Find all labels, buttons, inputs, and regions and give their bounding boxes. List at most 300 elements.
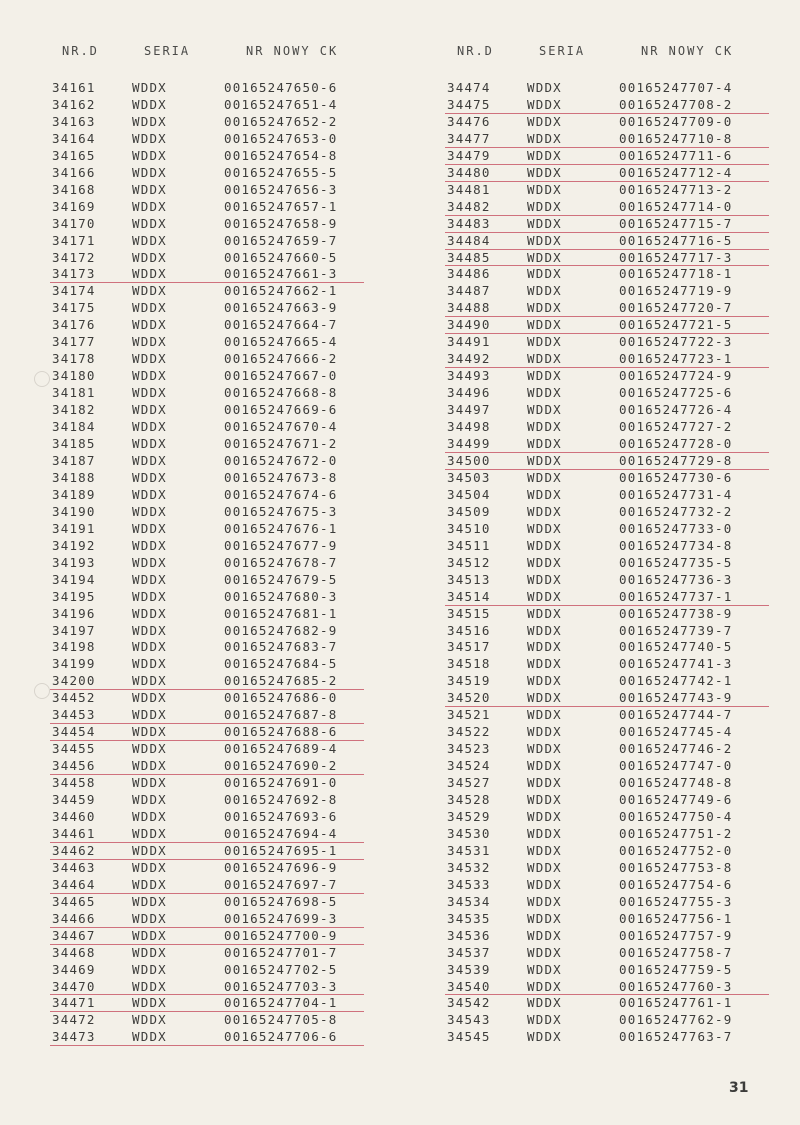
table-row [447,216,777,233]
row-seria: WDDX [132,215,167,231]
row-seria: WDDX [132,758,167,774]
row-nr-nowy: 00165247657-1 [224,198,338,214]
row-seria: WDDX [527,164,562,180]
row-number: 34523 [447,741,491,757]
table-row [447,809,777,826]
row-nr-nowy: 00165247658-9 [224,215,338,231]
row-number: 34540 [447,978,491,994]
row-seria: WDDX [527,808,562,824]
row-nr-nowy: 00165247749-6 [619,792,733,808]
row-number: 34498 [447,419,491,435]
row-seria: WDDX [527,283,562,299]
row-nr-nowy: 00165247667-0 [224,368,338,384]
row-seria: WDDX [527,995,562,1011]
row-seria: WDDX [527,622,562,638]
row-nr-nowy: 00165247652-2 [224,113,338,129]
row-nr-nowy: 00165247681-1 [224,605,338,621]
table-row [447,928,777,945]
row-number: 34497 [447,402,491,418]
row-number: 34521 [447,707,491,723]
table-row [447,317,777,334]
row-number: 34482 [447,198,491,214]
table-row [52,402,372,419]
table-row [447,606,777,623]
table-row [447,453,777,470]
row-number: 34468 [52,944,96,960]
table-row [52,877,372,894]
row-seria: WDDX [527,741,562,757]
table-row [447,555,777,572]
row-number: 34479 [447,147,491,163]
row-number: 34181 [52,385,96,401]
row-number: 34467 [52,927,96,943]
row-seria: WDDX [527,147,562,163]
row-number: 34188 [52,469,96,485]
row-nr-nowy: 00165247655-5 [224,164,338,180]
table-row [447,470,777,487]
table-row [52,572,372,589]
header-nr-nowy: NR NOWY CK [641,44,734,58]
row-number: 34192 [52,537,96,553]
table-row [52,300,372,317]
row-seria: WDDX [132,436,167,452]
table-row [52,114,372,131]
table-row [447,623,777,640]
row-seria: WDDX [527,639,562,655]
table-row [52,351,372,368]
table-row [447,250,777,267]
row-seria: WDDX [527,944,562,960]
row-number: 34530 [447,825,491,841]
row-seria: WDDX [527,825,562,841]
row-seria: WDDX [132,724,167,740]
row-seria: WDDX [527,656,562,672]
table-row [447,572,777,589]
table-row [52,385,372,402]
table-row [52,555,372,572]
row-seria: WDDX [527,1029,562,1045]
row-number: 34512 [447,554,491,570]
table-row [52,707,372,724]
row-number: 34539 [447,961,491,977]
row-nr-nowy: 00165247717-3 [619,249,733,265]
row-seria: WDDX [527,588,562,604]
row-seria: WDDX [132,181,167,197]
table-row [52,911,372,928]
row-nr-nowy: 00165247669-6 [224,402,338,418]
row-seria: WDDX [132,351,167,367]
row-number: 34197 [52,622,96,638]
row-number: 34486 [447,266,491,282]
row-nr-nowy: 00165247720-7 [619,300,733,316]
table-row [52,233,372,250]
row-number: 34476 [447,113,491,129]
row-nr-nowy: 00165247748-8 [619,775,733,791]
row-nr-nowy: 00165247756-1 [619,910,733,926]
row-seria: WDDX [132,198,167,214]
row-seria: WDDX [527,317,562,333]
row-seria: WDDX [132,656,167,672]
row-nr-nowy: 00165247651-4 [224,96,338,112]
row-number: 34194 [52,571,96,587]
table-row [52,724,372,741]
row-number: 34514 [447,588,491,604]
row-seria: WDDX [132,622,167,638]
row-nr-nowy: 00165247759-5 [619,961,733,977]
row-seria: WDDX [527,436,562,452]
table-row [52,894,372,911]
row-seria: WDDX [132,995,167,1011]
row-seria: WDDX [527,181,562,197]
table-row [447,182,777,199]
row-number: 34163 [52,113,96,129]
row-number: 34180 [52,368,96,384]
row-nr-nowy: 00165247673-8 [224,469,338,485]
row-nr-nowy: 00165247698-5 [224,893,338,909]
row-number: 34465 [52,893,96,909]
table-row [447,266,777,283]
table-row [447,80,777,97]
row-number: 34491 [447,334,491,350]
table-row [447,199,777,216]
row-number: 34511 [447,537,491,553]
punch-hole-mark-bottom [34,683,50,699]
row-nr-nowy: 00165247744-7 [619,707,733,723]
row-seria: WDDX [132,554,167,570]
row-nr-nowy: 00165247751-2 [619,825,733,841]
row-nr-nowy: 00165247755-3 [619,893,733,909]
row-seria: WDDX [527,469,562,485]
row-number: 34473 [52,1029,96,1045]
row-nr-nowy: 00165247679-5 [224,571,338,587]
row-nr-nowy: 00165247718-1 [619,266,733,282]
row-seria: WDDX [132,673,167,689]
table-row [447,1029,777,1046]
row-seria: WDDX [527,520,562,536]
table-row [447,165,777,182]
row-seria: WDDX [132,927,167,943]
row-number: 34456 [52,758,96,774]
table-row [447,402,777,419]
table-row [447,758,777,775]
row-nr-nowy: 00165247701-7 [224,944,338,960]
row-nr-nowy: 00165247713-2 [619,181,733,197]
row-seria: WDDX [527,486,562,502]
row-seria: WDDX [132,944,167,960]
row-seria: WDDX [132,825,167,841]
row-seria: WDDX [132,113,167,129]
row-nr-nowy: 00165247694-4 [224,825,338,841]
row-nr-nowy: 00165247714-0 [619,198,733,214]
table-row [52,182,372,199]
row-nr-nowy: 00165247693-6 [224,808,338,824]
table-row [447,589,777,606]
row-nr-nowy: 00165247665-4 [224,334,338,350]
row-nr-nowy: 00165247704-1 [224,995,338,1011]
row-nr-nowy: 00165247661-3 [224,266,338,282]
row-nr-nowy: 00165247762-9 [619,1012,733,1028]
table-row [52,521,372,538]
table-row [447,826,777,843]
row-nr-nowy: 00165247686-0 [224,690,338,706]
header-seria: SERIA [539,44,586,58]
row-nr-nowy: 00165247732-2 [619,503,733,519]
table-row [52,843,372,860]
row-seria: WDDX [132,520,167,536]
row-nr-nowy: 00165247734-8 [619,537,733,553]
table-row [52,148,372,165]
row-nr-nowy: 00165247677-9 [224,537,338,553]
row-number: 34545 [447,1029,491,1045]
table-row [447,300,777,317]
table-row [447,148,777,165]
row-number: 34469 [52,961,96,977]
table-row [52,758,372,775]
row-seria: WDDX [527,266,562,282]
row-number: 34462 [52,842,96,858]
row-number: 34184 [52,419,96,435]
row-number: 34169 [52,198,96,214]
table-row [52,928,372,945]
row-nr-nowy: 00165247763-7 [619,1029,733,1045]
left-table-body [52,80,372,1046]
row-seria: WDDX [132,249,167,265]
row-seria: WDDX [527,300,562,316]
row-nr-nowy: 00165247674-6 [224,486,338,502]
row-number: 34518 [447,656,491,672]
row-nr-nowy: 00165247725-6 [619,385,733,401]
table-row [52,673,372,690]
row-seria: WDDX [527,232,562,248]
row-number: 34509 [447,503,491,519]
table-row [52,368,372,385]
row-number: 34492 [447,351,491,367]
table-row [52,690,372,707]
table-row [52,250,372,267]
row-seria: WDDX [527,198,562,214]
row-number: 34464 [52,876,96,892]
row-nr-nowy: 00165247746-2 [619,741,733,757]
row-nr-nowy: 00165247684-5 [224,656,338,672]
table-row [52,487,372,504]
table-row [52,639,372,656]
row-nr-nowy: 00165247712-4 [619,164,733,180]
row-nr-nowy: 00165247747-0 [619,758,733,774]
row-number: 34517 [447,639,491,655]
row-number: 34187 [52,452,96,468]
table-row [447,843,777,860]
row-nr-nowy: 00165247670-4 [224,419,338,435]
row-number: 34200 [52,673,96,689]
row-number: 34174 [52,283,96,299]
row-nr-nowy: 00165247688-6 [224,724,338,740]
page-number: 31 [729,1080,749,1096]
table-row [447,792,777,809]
row-number: 34485 [447,249,491,265]
row-seria: WDDX [527,605,562,621]
row-number: 34528 [447,792,491,808]
row-number: 34515 [447,605,491,621]
table-row [447,521,777,538]
row-nr-nowy: 00165247666-2 [224,351,338,367]
row-seria: WDDX [527,334,562,350]
table-row [52,792,372,809]
row-number: 34520 [447,690,491,706]
table-row [52,995,372,1012]
row-seria: WDDX [132,893,167,909]
table-row [447,690,777,707]
row-seria: WDDX [132,910,167,926]
table-row [447,334,777,351]
row-nr-nowy: 00165247660-5 [224,249,338,265]
row-nr-nowy: 00165247722-3 [619,334,733,350]
table-row [52,945,372,962]
table-row [447,233,777,250]
table-row [52,589,372,606]
table-row [447,385,777,402]
table-row [447,911,777,928]
row-nr-nowy: 00165247737-1 [619,588,733,604]
row-seria: WDDX [132,690,167,706]
row-seria: WDDX [527,758,562,774]
row-seria: WDDX [132,978,167,994]
row-nr-nowy: 00165247730-6 [619,469,733,485]
row-nr-nowy: 00165247727-2 [619,419,733,435]
row-number: 34165 [52,147,96,163]
row-seria: WDDX [527,130,562,146]
header-nr: NR.D [62,44,99,58]
row-nr-nowy: 00165247761-1 [619,995,733,1011]
row-nr-nowy: 00165247708-2 [619,96,733,112]
row-seria: WDDX [132,469,167,485]
row-nr-nowy: 00165247716-5 [619,232,733,248]
table-row [52,809,372,826]
row-seria: WDDX [527,571,562,587]
row-nr-nowy: 00165247692-8 [224,792,338,808]
row-nr-nowy: 00165247743-9 [619,690,733,706]
row-nr-nowy: 00165247719-9 [619,283,733,299]
row-number: 34516 [447,622,491,638]
row-seria: WDDX [132,503,167,519]
row-number: 34178 [52,351,96,367]
row-number: 34196 [52,605,96,621]
row-number: 34537 [447,944,491,960]
table-row [447,707,777,724]
row-number: 34162 [52,96,96,112]
row-number: 34483 [447,215,491,231]
row-seria: WDDX [527,215,562,231]
row-number: 34484 [447,232,491,248]
row-nr-nowy: 00165247680-3 [224,588,338,604]
table-row [447,945,777,962]
row-number: 34171 [52,232,96,248]
table-row [52,1012,372,1029]
header-nr: NR.D [457,44,494,58]
row-nr-nowy: 00165247735-5 [619,554,733,570]
table-row [52,606,372,623]
row-nr-nowy: 00165247710-8 [619,130,733,146]
row-seria: WDDX [132,300,167,316]
row-nr-nowy: 00165247696-9 [224,859,338,875]
row-seria: WDDX [132,266,167,282]
table-row [447,283,777,300]
row-number: 34175 [52,300,96,316]
row-seria: WDDX [132,368,167,384]
row-number: 34542 [447,995,491,1011]
row-nr-nowy: 00165247664-7 [224,317,338,333]
row-number: 34173 [52,266,96,282]
row-nr-nowy: 00165247738-9 [619,605,733,621]
row-number: 34460 [52,808,96,824]
row-nr-nowy: 00165247690-2 [224,758,338,774]
row-number: 34452 [52,690,96,706]
header-nr-nowy: NR NOWY CK [246,44,339,58]
row-number: 34477 [447,130,491,146]
row-nr-nowy: 00165247733-0 [619,520,733,536]
table-row [52,419,372,436]
row-seria: WDDX [527,690,562,706]
row-nr-nowy: 00165247675-3 [224,503,338,519]
table-row [447,673,777,690]
table-row [52,165,372,182]
row-nr-nowy: 00165247715-7 [619,215,733,231]
table-row [447,1012,777,1029]
row-number: 34474 [447,80,491,95]
row-nr-nowy: 00165247740-5 [619,639,733,655]
row-seria: WDDX [132,385,167,401]
row-nr-nowy: 00165247731-4 [619,486,733,502]
table-row [52,317,372,334]
row-nr-nowy: 00165247697-7 [224,876,338,892]
row-seria: WDDX [132,775,167,791]
row-nr-nowy: 00165247723-1 [619,351,733,367]
row-seria: WDDX [132,1029,167,1045]
row-nr-nowy: 00165247683-7 [224,639,338,655]
row-nr-nowy: 00165247707-4 [619,80,733,95]
row-number: 34164 [52,130,96,146]
row-seria: WDDX [132,130,167,146]
row-number: 34493 [447,368,491,384]
row-seria: WDDX [527,351,562,367]
row-seria: WDDX [527,910,562,926]
table-row [52,826,372,843]
table-row [52,470,372,487]
table-row [447,97,777,114]
table-row [52,453,372,470]
row-number: 34189 [52,486,96,502]
row-nr-nowy: 00165247695-1 [224,842,338,858]
row-nr-nowy: 00165247754-6 [619,876,733,892]
row-seria: WDDX [132,571,167,587]
table-row [447,877,777,894]
row-nr-nowy: 00165247741-3 [619,656,733,672]
row-number: 34172 [52,249,96,265]
row-number: 34480 [447,164,491,180]
row-nr-nowy: 00165247705-8 [224,1012,338,1028]
row-number: 34471 [52,995,96,1011]
row-seria: WDDX [132,317,167,333]
row-seria: WDDX [527,893,562,909]
row-number: 34170 [52,215,96,231]
row-seria: WDDX [527,385,562,401]
row-nr-nowy: 00165247739-7 [619,622,733,638]
row-seria: WDDX [527,402,562,418]
row-nr-nowy: 00165247662-1 [224,283,338,299]
table-row [52,656,372,673]
row-nr-nowy: 00165247689-4 [224,741,338,757]
table-row [52,97,372,114]
row-nr-nowy: 00165247678-7 [224,554,338,570]
